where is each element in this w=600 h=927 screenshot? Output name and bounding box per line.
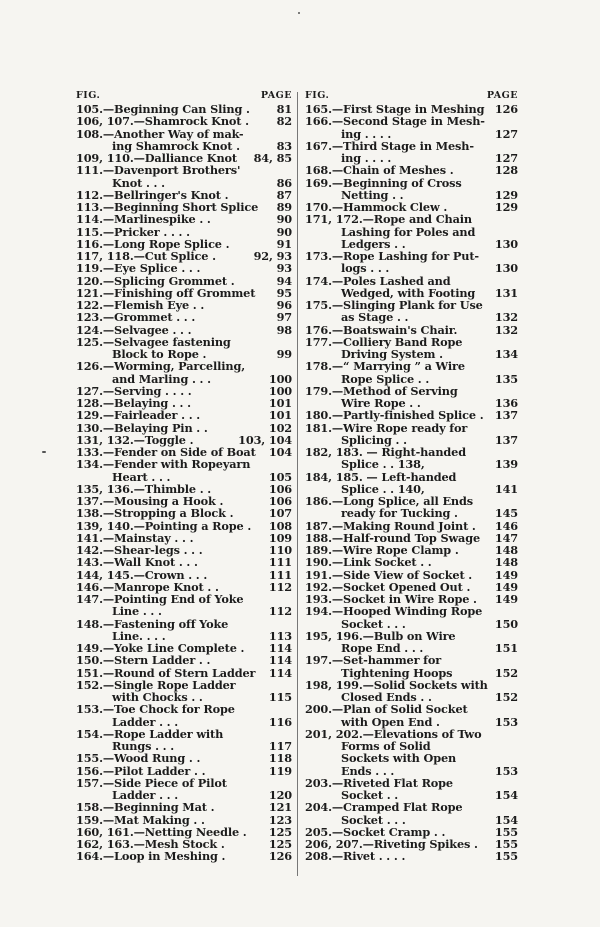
- entry-text: 142.—Shear-legs . . .: [76, 543, 203, 557]
- entry-text: 116.—Long Rope Splice .: [76, 236, 230, 251]
- entry-text: Block to Rope .: [112, 347, 207, 361]
- page-number: 101: [268, 396, 292, 410]
- index-entry-line: [76, 777, 292, 789]
- index-column-right: [305, 90, 518, 863]
- entry-text: 113.—Beginning Short Splice: [76, 200, 259, 214]
- page-number: 136: [494, 396, 518, 410]
- index-entry-line: [305, 752, 518, 764]
- entry-text: ready for Tucking .: [341, 506, 458, 521]
- entry-text: and Marling . . .: [112, 371, 211, 386]
- page-number: 125: [268, 837, 292, 851]
- page-label: PAGE: [260, 90, 292, 101]
- entry-text: 146.—Manrope Knot . .: [76, 579, 219, 594]
- index-entry-line: [305, 801, 518, 813]
- entry-text: 154.—Rope Ladder with: [76, 726, 224, 741]
- index-entry-line: [76, 850, 292, 862]
- index-entry-line: [305, 115, 518, 127]
- page-number: 155: [494, 849, 518, 864]
- entry-text: with Chocks . .: [112, 690, 203, 704]
- page-number: 93: [276, 261, 292, 276]
- entry-text: Ladder . . .: [112, 714, 178, 729]
- entry-text: 179.—Method of Serving: [305, 383, 458, 398]
- entries-right: [305, 103, 518, 863]
- entry-text: logs . . .: [341, 261, 390, 276]
- page-number: 114: [268, 665, 292, 680]
- page-number: 145: [494, 506, 518, 521]
- entry-text: 189.—Wire Rope Clamp .: [305, 543, 459, 557]
- entry-text: 205.—Socket Cramp . .: [305, 824, 446, 839]
- index-entry-line: [76, 618, 292, 630]
- entry-text: 186.—Long Splice, all Ends: [305, 494, 473, 508]
- entry-text: Splicing . .: [341, 432, 407, 447]
- entry-text: 129.—Fairleader . . .: [76, 408, 201, 423]
- entry-text: 203.—Riveted Flat Rope: [305, 775, 453, 790]
- page-number: 132: [494, 322, 518, 337]
- entry-text: 176.—Boatswain's Chair.: [305, 322, 458, 337]
- entry-text: 181.—Wire Rope ready for: [305, 420, 468, 435]
- entry-text: Lashing for Poles and: [341, 224, 476, 239]
- entry-text: 153.—Toe Chock for Rope: [76, 702, 235, 717]
- entry-text: 171, 172.—Rope and Chain: [305, 212, 472, 227]
- entry-text: 193.—Socket in Wire Rope .: [305, 592, 477, 606]
- page-number: 90: [276, 224, 292, 239]
- page-number: 130: [494, 236, 518, 251]
- page-number: 101: [268, 408, 292, 423]
- entry-text: Socket . .: [341, 788, 399, 802]
- page-number: 91: [276, 236, 292, 251]
- entry-text: 174.—Poles Lashed and: [305, 273, 451, 288]
- entry-text: 114.—Marlinespike . .: [76, 212, 211, 227]
- page-number: 126: [494, 102, 518, 116]
- page-number: 100: [268, 371, 292, 386]
- index-entry-line: [305, 299, 518, 311]
- page-number: 94: [276, 273, 292, 288]
- entry-text: Wire Rope . .: [341, 396, 421, 410]
- entry-text: 156.—Pilot Ladder . .: [76, 763, 206, 778]
- page-number: 108: [268, 518, 292, 533]
- entry-text: 128.—Belaying . . .: [76, 396, 191, 410]
- page-number: 113: [268, 628, 292, 643]
- page-number: 132: [494, 310, 518, 325]
- page-number: 149: [494, 579, 518, 594]
- entry-text: Knot . . .: [112, 175, 165, 190]
- entry-text: 150.—Stern Ladder . .: [76, 653, 211, 668]
- entry-text: 108.—Another Way of mak-: [76, 126, 244, 141]
- entry-text: 178.—“ Marrying ” a Wire: [305, 359, 465, 374]
- entry-text: 109, 110.—Dalliance Knot: [76, 151, 237, 165]
- entry-text: 149.—Yoke Line Complete .: [76, 641, 245, 655]
- entry-text: Driving System .: [341, 347, 443, 361]
- entry-text: 168.—Chain of Meshes .: [305, 163, 454, 178]
- index-entry-line: [305, 140, 518, 152]
- entry-text: 119.—Eye Splice . . .: [76, 261, 201, 276]
- entry-text: 190.—Link Socket . .: [305, 555, 432, 570]
- column-header-right: [305, 90, 518, 102]
- entry-text: Rungs . . .: [112, 739, 175, 753]
- page-number: 89: [276, 200, 292, 214]
- index-entry-line: [305, 422, 518, 434]
- entry-text: 208.—Rivet . . . .: [305, 849, 406, 864]
- entry-text: 159.—Mat Making . .: [76, 812, 205, 827]
- page-number: 125: [268, 824, 292, 839]
- entry-text: 160, 161.—Netting Needle .: [76, 824, 247, 839]
- entry-text: 180.—Partly-finished Splice .: [305, 408, 484, 423]
- entry-text: 175.—Slinging Plank for Use: [305, 298, 483, 312]
- page-number: 155: [494, 837, 518, 851]
- page-number: 152: [494, 690, 518, 704]
- entry-text: 124.—Selvagee . . .: [76, 322, 192, 337]
- entry-text: 115.—Pricker . . . .: [76, 224, 190, 239]
- page-number: 99: [276, 347, 292, 361]
- entry-text: with Open End .: [341, 714, 440, 729]
- page-number: 114: [268, 641, 292, 655]
- page-number: 150: [494, 616, 518, 631]
- speck-mark: [42, 451, 46, 453]
- page-number: 149: [494, 592, 518, 606]
- entry-text: Line . . .: [112, 604, 162, 619]
- page-number: 119: [268, 763, 292, 778]
- speck-mark: [298, 12, 300, 14]
- entry-text: Tightening Hoops: [341, 665, 453, 680]
- page-number: 109: [268, 530, 292, 545]
- entry-text: 105.—Beginning Can Sling .: [76, 102, 250, 116]
- entry-text: 120.—Splicing Grommet .: [76, 273, 235, 288]
- entry-text: 138.—Stropping a Block .: [76, 506, 234, 521]
- entry-text: 157.—Side Piece of Pilot: [76, 775, 227, 790]
- entry-text: 122.—Flemish Eye . .: [76, 298, 205, 312]
- page-number: 135: [494, 371, 518, 386]
- entry-text: as Stage . .: [341, 310, 409, 325]
- entry-text: 169.—Beginning of Cross: [305, 175, 462, 190]
- page-number: 130: [494, 261, 518, 276]
- entry-text: 106, 107.—Shamrock Knot .: [76, 114, 249, 129]
- entry-text: Ends . . .: [341, 763, 395, 778]
- entry-text: Rope Splice . .: [341, 371, 430, 386]
- page-number: 106: [268, 494, 292, 508]
- page-number: 104: [268, 445, 292, 459]
- entry-text: 139, 140.—Pointing a Rope .: [76, 518, 252, 533]
- entry-text: 123.—Grommet . . .: [76, 310, 196, 325]
- entry-text: Socket . . .: [341, 616, 406, 631]
- entry-text: 126.—Worming, Parcelling,: [76, 359, 245, 374]
- page-number: 152: [494, 665, 518, 680]
- entry-text: 182, 183. — Right-handed: [305, 445, 466, 459]
- entry-text: 158.—Beginning Mat .: [76, 800, 215, 815]
- entry-text: 201, 202.—Elevations of Two: [305, 726, 482, 741]
- entry-text: Socket . . .: [341, 812, 406, 827]
- entry-text: 135, 136.—Thimble . .: [76, 481, 212, 496]
- entry-text: 152.—Single Rope Ladder: [76, 677, 236, 692]
- entry-text: Heart . . .: [112, 469, 171, 484]
- index-entry-line: [76, 458, 292, 470]
- index-entry-line: [305, 250, 518, 262]
- entry-text: 198, 199.—Solid Sockets with: [305, 677, 488, 692]
- entry-text: 192.—Socket Opened Out .: [305, 579, 471, 594]
- page-number: 100: [268, 383, 292, 398]
- page-number: 90: [276, 212, 292, 227]
- page-number: 115: [268, 690, 292, 704]
- entry-text: Ledgers . .: [341, 236, 406, 251]
- entry-text: 191.—Side View of Socket .: [305, 567, 473, 582]
- page-number: 98: [276, 322, 292, 337]
- page-number: 146: [494, 518, 518, 533]
- entry-text: 195, 196.—Bulb on Wire: [305, 628, 456, 643]
- page-number: 151: [494, 641, 518, 655]
- entry-text: 200.—Plan of Solid Socket: [305, 702, 468, 717]
- page-number: 147: [494, 530, 518, 545]
- entry-text: Closed Ends . .: [341, 690, 432, 704]
- entry-text: 197.—Set-hammer for: [305, 653, 442, 668]
- page-number: 84, 85: [253, 151, 292, 165]
- entry-text: Line. . . .: [112, 628, 166, 643]
- entry-text: 147.—Pointing End of Yoke: [76, 592, 244, 606]
- entry-text: 130.—Belaying Pin . .: [76, 420, 208, 435]
- page-number: 134: [494, 347, 518, 361]
- page-number: 102: [268, 420, 292, 435]
- entry-text: 188.—Half-round Top Swage: [305, 530, 481, 545]
- entry-text: Ladder . . .: [112, 788, 178, 802]
- column-header-left: [76, 90, 292, 102]
- entries-left: [76, 103, 292, 863]
- entry-text: 144, 145.—Crown . . .: [76, 567, 208, 582]
- page-number: 114: [268, 653, 292, 668]
- entry-text: 177.—Colliery Band Rope: [305, 334, 463, 349]
- page-number: 95: [276, 285, 292, 300]
- column-divider: [297, 92, 298, 876]
- page-label: PAGE: [486, 90, 518, 101]
- entry-text: 125.—Selvagee fastening: [76, 334, 231, 349]
- page-number: 129: [494, 200, 518, 214]
- page-number: 111: [268, 567, 292, 582]
- page-number: 129: [494, 187, 518, 202]
- entry-text: 173.—Rope Lashing for Put-: [305, 249, 479, 263]
- entry-text: Rope End . . .: [341, 641, 424, 655]
- page-number: 96: [276, 298, 292, 312]
- page-number: 112: [268, 604, 292, 619]
- page-number: 120: [268, 788, 292, 802]
- fig-label: FIG.: [305, 90, 330, 101]
- fig-label: FIG.: [76, 90, 101, 101]
- page-number: 121: [268, 800, 292, 815]
- entry-text: 162, 163.—Mesh Stock .: [76, 837, 225, 851]
- index-entry-line: [305, 177, 518, 189]
- entry-text: 111.—Davenport Brothers': [76, 163, 241, 178]
- index-column-left: [76, 90, 292, 863]
- page-number: 111: [268, 555, 292, 570]
- page-number: 137: [494, 408, 518, 423]
- page-number: 131: [494, 285, 518, 300]
- entry-text: Splice . . 138,: [341, 457, 425, 472]
- entry-text: 148.—Fastening off Yoke: [76, 616, 229, 631]
- entry-text: 164.—Loop in Meshing .: [76, 849, 226, 864]
- entry-text: Sockets with Open: [341, 751, 457, 766]
- page-number: 112: [268, 579, 292, 594]
- index-entry-line: [305, 605, 518, 617]
- page-number: 82: [276, 114, 292, 129]
- index-entry-line: [76, 703, 292, 715]
- page-number: 83: [276, 138, 292, 153]
- entry-text: Splice . . 140,: [341, 481, 425, 496]
- page-number: 97: [276, 310, 292, 325]
- index-entry-line: [305, 226, 518, 238]
- page-number: 148: [494, 543, 518, 557]
- index-entry-line: [76, 593, 292, 605]
- page-number: 153: [494, 763, 518, 778]
- entry-text: 187.—Making Round Joint .: [305, 518, 476, 533]
- entry-text: 204.—Cramped Flat Rope: [305, 800, 463, 815]
- page-number: 81: [276, 102, 292, 116]
- entry-text: ing . . . .: [341, 151, 392, 165]
- page-number: 116: [268, 714, 292, 729]
- entry-text: 166.—Second Stage in Mesh-: [305, 114, 485, 129]
- index-entry-line: [76, 728, 292, 740]
- page-number: 92, 93: [253, 249, 292, 263]
- page-number: 105: [268, 469, 292, 484]
- page-number: 137: [494, 432, 518, 447]
- entry-text: 143.—Wall Knot . . .: [76, 555, 198, 570]
- entry-text: 137.—Mousing a Hook .: [76, 494, 224, 508]
- entry-text: 170.—Hammock Clew .: [305, 200, 448, 214]
- entry-text: 167.—Third Stage in Mesh-: [305, 138, 474, 153]
- entry-text: 112.—Bellringer's Knot .: [76, 187, 229, 202]
- entry-text: 121.—Finishing off Grommet: [76, 285, 256, 300]
- page-number: 127: [494, 126, 518, 141]
- entry-text: 165.—First Stage in Meshing: [305, 102, 485, 116]
- entry-text: Netting . .: [341, 187, 404, 202]
- entry-text: 206, 207.—Riveting Spikes .: [305, 837, 478, 851]
- entry-text: 141.—Mainstay . . .: [76, 530, 194, 545]
- page-number: 148: [494, 555, 518, 570]
- index-entry-line: [305, 777, 518, 789]
- page-number: 149: [494, 567, 518, 582]
- page-number: 154: [494, 788, 518, 802]
- entry-text: 117, 118.—Cut Splice .: [76, 249, 216, 263]
- entry-text: 127.—Serving . . . .: [76, 383, 192, 398]
- page-number: 128: [494, 163, 518, 178]
- page-number: 126: [268, 849, 292, 864]
- entry-text: Forms of Solid: [341, 739, 431, 753]
- page-number: 139: [494, 457, 518, 472]
- page-number: 103, 104: [238, 432, 292, 447]
- page-number: 86: [276, 175, 292, 190]
- entry-text: 184, 185. — Left-handed: [305, 469, 457, 484]
- entry-text: ing . . . .: [341, 126, 392, 141]
- entry-text: 134.—Fender with Ropeyarn: [76, 457, 251, 472]
- page-number: 117: [268, 739, 292, 753]
- entry-text: 155.—Wood Rung . .: [76, 751, 201, 766]
- index-entry-line: [305, 850, 518, 862]
- entry-text: 194.—Hooped Winding Rope: [305, 604, 483, 619]
- entry-text: ing Shamrock Knot .: [112, 138, 240, 153]
- index-entry-line: [76, 164, 292, 176]
- page-number: 141: [494, 481, 518, 496]
- page-number: 110: [268, 543, 292, 557]
- entry-text: 133.—Fender on Side of Boat: [76, 445, 256, 459]
- page-number: 107: [268, 506, 292, 521]
- page-number: 153: [494, 714, 518, 729]
- page-number: 106: [268, 481, 292, 496]
- page-number: 155: [494, 824, 518, 839]
- page-number: 123: [268, 812, 292, 827]
- entry-text: 131, 132.—Toggle .: [76, 432, 194, 447]
- entry-text: 151.—Round of Stern Ladder: [76, 665, 256, 680]
- page-number: 118: [268, 751, 292, 766]
- page-number: 87: [276, 187, 292, 202]
- entry-text: Wedged, with Footing: [341, 285, 476, 300]
- page-number: 154: [494, 812, 518, 827]
- page-number: 127: [494, 151, 518, 165]
